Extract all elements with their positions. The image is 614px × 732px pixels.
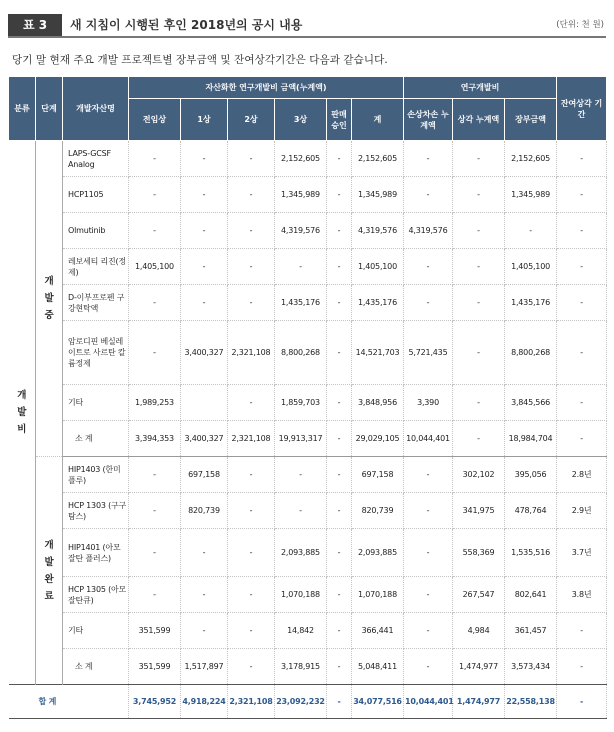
amortization-value: - (453, 213, 505, 249)
total-value: 820,739 (352, 493, 404, 529)
total-value: 1,435,176 (352, 285, 404, 321)
header-stage: 단계 (36, 77, 63, 141)
table-number-badge: 표 3 (8, 14, 62, 36)
header-approval: 판매 승인 (327, 99, 352, 141)
approval-value: - (327, 177, 352, 213)
header-phase3: 3상 (275, 99, 327, 141)
approval-value: - (327, 613, 352, 649)
stage-cell-done (36, 457, 63, 685)
subtotal-label: 소 계 (63, 649, 129, 685)
stage-label-done: 개 발 완 료 (44, 539, 54, 602)
amortization-value: 1,474,977 (453, 649, 505, 685)
intro-sentence: 당기 말 현재 주요 개발 프로젝트별 장부금액 및 잔여상각기간은 다음과 같습니다. (12, 54, 388, 66)
approval-value: - (327, 577, 352, 613)
remaining-value: 2.8년 (557, 457, 607, 493)
amortization-value: - (453, 141, 505, 177)
preclinical-value: - (129, 457, 181, 493)
stage-cell-dev (36, 141, 63, 457)
header-amortization: 상각 누계액 (453, 99, 505, 141)
total-value: 3,848,956 (352, 385, 404, 421)
stage-label-dev: 개 발 중 (44, 276, 54, 321)
remaining-value: - (557, 285, 607, 321)
book-value: 1,405,100 (505, 249, 557, 285)
asset-name: 기타 (63, 613, 129, 649)
amortization-value: - (453, 421, 505, 457)
remaining-value: - (557, 249, 607, 285)
book-value: 361,457 (505, 613, 557, 649)
development-cost-table (8, 76, 607, 719)
preclinical-value: 3,394,353 (129, 421, 181, 457)
phase2-value: - (228, 613, 275, 649)
table-title: 새 지침이 시행된 후인 2018년의 공시 내용 (70, 18, 303, 32)
remaining-value: - (557, 321, 607, 385)
total-value: 2,093,885 (352, 529, 404, 577)
phase2-value: 2,321,108 (228, 685, 275, 719)
phase2-value: - (228, 285, 275, 321)
preclinical-value: 351,599 (129, 649, 181, 685)
phase3-value: 1,345,989 (275, 177, 327, 213)
phase1-value: 4,918,224 (181, 685, 228, 719)
remaining-value: - (557, 649, 607, 685)
header-category: 분류 (9, 77, 36, 141)
phase2-value: - (228, 577, 275, 613)
asset-name: LAPS-GCSF Analog (63, 141, 129, 177)
phase2-value: - (228, 529, 275, 577)
asset-name: 기타 (63, 385, 129, 421)
phase1-value: - (181, 141, 228, 177)
amortization-value: - (453, 177, 505, 213)
remaining-value: 2.9년 (557, 493, 607, 529)
header-asset-name: 개발자산명 (63, 77, 129, 141)
preclinical-value: - (129, 177, 181, 213)
phase3-value: 4,319,576 (275, 213, 327, 249)
approval-value: - (327, 385, 352, 421)
amortization-value: 267,547 (453, 577, 505, 613)
remaining-value: - (557, 685, 607, 719)
book-value: 1,535,516 (505, 529, 557, 577)
book-value: - (505, 213, 557, 249)
header-rnd-group: 연구개발비 (404, 77, 557, 99)
phase2-value: - (228, 177, 275, 213)
header-preclinical: 전임상 (129, 99, 181, 141)
header-phase1: 1상 (181, 99, 228, 141)
amortization-value: - (453, 249, 505, 285)
asset-name: HCP1105 (63, 177, 129, 213)
subtotal-label: 소 계 (63, 421, 129, 457)
approval-value: - (327, 141, 352, 177)
impairment-value: 4,319,576 (404, 213, 453, 249)
phase3-value: 23,092,232 (275, 685, 327, 719)
amortization-value: 558,369 (453, 529, 505, 577)
phase2-value: - (228, 493, 275, 529)
total-value: 1,345,989 (352, 177, 404, 213)
impairment-value: - (404, 493, 453, 529)
approval-value: - (327, 321, 352, 385)
asset-name: 암로디핀 베실레이트로 사르탄 칼륨정제 (63, 321, 129, 385)
header-remaining-period: 잔여상각 기간 (557, 77, 607, 141)
book-value: 1,435,176 (505, 285, 557, 321)
phase2-value: - (228, 649, 275, 685)
approval-value: - (327, 493, 352, 529)
total-value: 1,405,100 (352, 249, 404, 285)
asset-name: HIP1403 (한미플루) (63, 457, 129, 493)
remaining-value: - (557, 385, 607, 421)
phase1-value: 3,400,327 (181, 421, 228, 457)
book-value: 3,573,434 (505, 649, 557, 685)
phase1-value: 697,158 (181, 457, 228, 493)
phase1-value: - (181, 249, 228, 285)
header-impairment: 손상차손 누계액 (404, 99, 453, 141)
total-value: 1,070,188 (352, 577, 404, 613)
phase1-value: 820,739 (181, 493, 228, 529)
total-value: 366,441 (352, 613, 404, 649)
amortization-value: 4,984 (453, 613, 505, 649)
category-label: 개 발 비 (17, 390, 27, 435)
book-value: 22,558,138 (505, 685, 557, 719)
preclinical-value: 1,989,253 (129, 385, 181, 421)
remaining-value: 3.7년 (557, 529, 607, 577)
book-value: 18,984,704 (505, 421, 557, 457)
asset-name: Olmutinib (63, 213, 129, 249)
approval-value: - (327, 685, 352, 719)
title-divider (8, 36, 606, 38)
preclinical-value: - (129, 321, 181, 385)
phase3-value: 8,800,268 (275, 321, 327, 385)
impairment-value: - (404, 613, 453, 649)
asset-name: HCP 1303 (구구탐스) (63, 493, 129, 529)
remaining-value: 3.8년 (557, 577, 607, 613)
unit-label: (단위: 천 원) (556, 20, 604, 30)
preclinical-value: - (129, 493, 181, 529)
remaining-value: - (557, 613, 607, 649)
phase1-value: - (181, 613, 228, 649)
phase1-value (181, 385, 228, 421)
impairment-value: - (404, 649, 453, 685)
phase1-value: - (181, 529, 228, 577)
phase2-value: - (228, 457, 275, 493)
impairment-value: - (404, 249, 453, 285)
phase2-value: - (228, 385, 275, 421)
asset-name: 레보세티 리진(정제) (63, 249, 129, 285)
total-value: 4,319,576 (352, 213, 404, 249)
impairment-value: - (404, 577, 453, 613)
phase2-value: - (228, 141, 275, 177)
asset-name: HIP1401 (아모잘탄 플러스) (63, 529, 129, 577)
impairment-value: - (404, 285, 453, 321)
phase2-value: - (228, 213, 275, 249)
impairment-value: - (404, 457, 453, 493)
phase1-value: 1,517,897 (181, 649, 228, 685)
impairment-value: 10,044,401 (404, 685, 453, 719)
preclinical-value: - (129, 285, 181, 321)
remaining-value: - (557, 177, 607, 213)
book-value: 8,800,268 (505, 321, 557, 385)
phase1-value: - (181, 285, 228, 321)
phase1-value: - (181, 177, 228, 213)
approval-value: - (327, 649, 352, 685)
preclinical-value: 3,745,952 (129, 685, 181, 719)
approval-value: - (327, 285, 352, 321)
asset-name: HCP 1305 (아모잘탄큐) (63, 577, 129, 613)
amortization-value: - (453, 385, 505, 421)
remaining-value: - (557, 213, 607, 249)
table-title-bar (8, 14, 606, 36)
total-value: 34,077,516 (352, 685, 404, 719)
total-value: 2,152,605 (352, 141, 404, 177)
total-value: 697,158 (352, 457, 404, 493)
impairment-value: - (404, 177, 453, 213)
impairment-value: 3,390 (404, 385, 453, 421)
total-value: 14,521,703 (352, 321, 404, 385)
preclinical-value: - (129, 141, 181, 177)
phase3-value: 2,152,605 (275, 141, 327, 177)
phase3-value: 14,842 (275, 613, 327, 649)
amortization-value: 1,474,977 (453, 685, 505, 719)
preclinical-value: 1,405,100 (129, 249, 181, 285)
approval-value: - (327, 421, 352, 457)
remaining-value: - (557, 421, 607, 457)
preclinical-value: - (129, 213, 181, 249)
approval-value: - (327, 457, 352, 493)
phase3-value: 1,435,176 (275, 285, 327, 321)
header-phase2: 2상 (228, 99, 275, 141)
asset-name: D-이부프로펜 구강현탁액 (63, 285, 129, 321)
impairment-value: - (404, 529, 453, 577)
approval-value: - (327, 529, 352, 577)
book-value: 1,345,989 (505, 177, 557, 213)
phase3-value: 1,859,703 (275, 385, 327, 421)
phase1-value: 3,400,327 (181, 321, 228, 385)
impairment-value: - (404, 141, 453, 177)
approval-value: - (327, 249, 352, 285)
amortization-value: 341,975 (453, 493, 505, 529)
impairment-value: 10,044,401 (404, 421, 453, 457)
phase1-value: - (181, 577, 228, 613)
phase3-value: - (275, 493, 327, 529)
phase3-value: 2,093,885 (275, 529, 327, 577)
header-book-value: 장부금액 (505, 99, 557, 141)
approval-value: - (327, 213, 352, 249)
remaining-value: - (557, 141, 607, 177)
amortization-value: - (453, 285, 505, 321)
phase2-value: 2,321,108 (228, 421, 275, 457)
total-value: 5,048,411 (352, 649, 404, 685)
phase3-value: 19,913,317 (275, 421, 327, 457)
book-value: 2,152,605 (505, 141, 557, 177)
impairment-value: 5,721,435 (404, 321, 453, 385)
category-cell (9, 141, 36, 685)
phase3-value: - (275, 249, 327, 285)
phase1-value: - (181, 213, 228, 249)
phase3-value: 1,070,188 (275, 577, 327, 613)
preclinical-value: 351,599 (129, 613, 181, 649)
header-total: 계 (352, 99, 404, 141)
phase2-value: 2,321,108 (228, 321, 275, 385)
grand-total-label: 합 계 (9, 685, 129, 719)
book-value: 802,641 (505, 577, 557, 613)
book-value: 3,845,566 (505, 385, 557, 421)
total-value: 29,029,105 (352, 421, 404, 457)
amortization-value: - (453, 321, 505, 385)
preclinical-value: - (129, 529, 181, 577)
preclinical-value: - (129, 577, 181, 613)
phase3-value: - (275, 457, 327, 493)
book-value: 395,056 (505, 457, 557, 493)
phase2-value: - (228, 249, 275, 285)
phase3-value: 3,178,915 (275, 649, 327, 685)
header-capitalized-group: 자산화한 연구개발비 금액(누계액) (129, 77, 404, 99)
book-value: 478,764 (505, 493, 557, 529)
amortization-value: 302,102 (453, 457, 505, 493)
